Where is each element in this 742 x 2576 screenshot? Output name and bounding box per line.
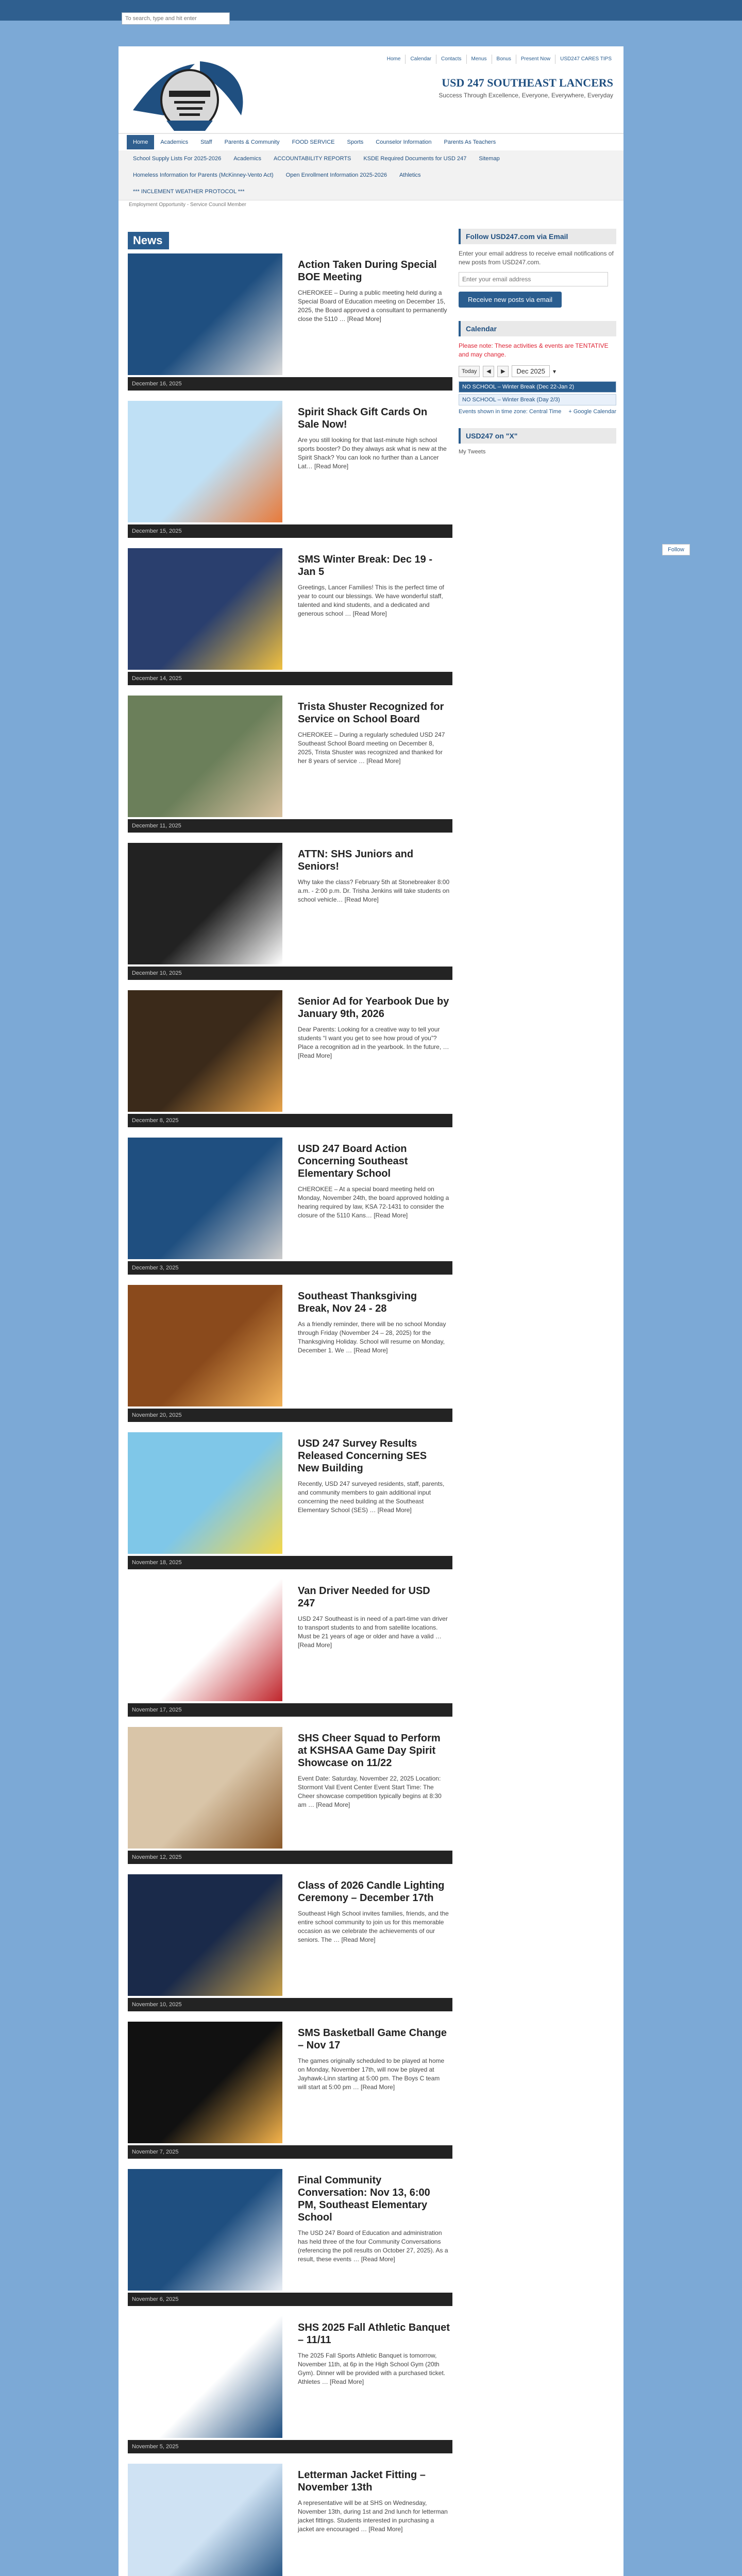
post-title[interactable]: SMS Basketball Game Change – Nov 17 <box>298 2027 447 2051</box>
sub-nav-row-3 <box>119 183 623 200</box>
subscribe-button[interactable]: Receive new posts via email <box>459 292 562 308</box>
post-thumbnail[interactable] <box>128 696 282 817</box>
post-thumbnail[interactable] <box>128 1285 282 1406</box>
post-thumbnail[interactable] <box>128 990 282 1112</box>
post-item <box>128 2464 452 2576</box>
post-date: December 8, 2025 <box>128 1114 452 1127</box>
news-content <box>128 232 452 2533</box>
nav-accountability[interactable]: ACCOUNTABILITY REPORTS <box>274 156 351 162</box>
post-item <box>128 1138 452 1278</box>
post-date: November 6, 2025 <box>128 2293 452 2306</box>
post-title[interactable]: Final Community Conversation: Nov 13, 6:00 PM, Southeast Elementary School <box>298 2175 430 2223</box>
post-excerpt: CHEROKEE – During a public meeting held during a Special Board of Education meeting on December 15, 2025, the Board approved a consultant to permanently close the 5110 … [Read More] <box>298 289 447 323</box>
post-excerpt: The 2025 Fall Sports Athletic Banquet is tomorrow, November 11th, at 6p in the High School Gym (20th Gym). Dinner will be provided with a purchased ticket. Athletes … [Read More] <box>298 2352 446 2385</box>
post-excerpt: A representative will be at SHS on Wednesday, November 13th, during 1st and 2nd lunch for letterman jacket fittings. Students interested in purchasing a jacket are encouraged … [Read More] <box>298 2499 448 2533</box>
post-date: November 10, 2025 <box>128 1998 452 2011</box>
social-widget <box>459 428 616 455</box>
post-excerpt: Recently, USD 247 surveyed residents, staff, parents, and community members to gain additional input concerning the need building at the Southeast Elementary School (SES) … [Read More] <box>298 1480 445 1514</box>
nav-parents-community[interactable]: Parents & Community <box>224 139 280 145</box>
post-excerpt: Greetings, Lancer Families! This is the perfect time of year to count our blessings. We have wonderful staff, talented and kind students, and a dedicated and generous school … [Read More] <box>298 584 444 617</box>
post-thumbnail[interactable] <box>128 1580 282 1701</box>
post-item <box>128 2169 452 2309</box>
post-title[interactable]: SMS Winter Break: Dec 19 - Jan 5 <box>298 554 433 578</box>
post-item <box>128 696 452 836</box>
post-title[interactable]: SHS 2025 Fall Athletic Banquet – 11/11 <box>298 2322 450 2346</box>
main-navigation <box>119 133 623 200</box>
email-follow-widget <box>459 229 616 308</box>
site-tagline: Success Through Excellence, Everyone, Everywhere, Everyday <box>439 92 613 99</box>
sub-nav-row-2 <box>119 167 623 183</box>
follow-widget-title: Follow USD247.com via Email <box>459 229 616 244</box>
post-title[interactable]: SHS Cheer Squad to Perform at KSHSAA Game Day Spirit Showcase on 11/22 <box>298 1733 441 1769</box>
post-excerpt: Event Date: Saturday, November 22, 2025 Location: Stormont Vail Event Center Event Start Time: The Cheer showcase competition typically begins at 8:30 am … [Read More] <box>298 1775 442 1808</box>
nav-ksde-docs[interactable]: KSDE Required Documents for USD 247 <box>363 156 467 162</box>
post-excerpt: Dear Parents: Looking for a creative way to tell your students “I want you get to see how proud of you”? Place a recognition ad in the yearbook. In the future, … [Read More] <box>298 1026 449 1059</box>
post-excerpt: USD 247 Southeast is in need of a part-time van driver to transport students to and from satellite locations. Must be 21 years of age or older and have a valid … [Read More] <box>298 1615 448 1649</box>
email-field[interactable] <box>459 272 608 286</box>
search-input[interactable] <box>122 12 230 25</box>
post-title[interactable]: USD 247 Board Action Concerning Southeast Elementary School <box>298 1143 408 1179</box>
calendar-timezone: Events shown in time zone: Central Time <box>459 409 562 415</box>
utility-link-present[interactable]: Present Now <box>516 55 555 64</box>
social-widget-title: USD247 on "X" <box>459 428 616 444</box>
lancer-knight-logo[interactable] <box>128 59 251 131</box>
site-title[interactable]: USD 247 SOUTHEAST LANCERS <box>442 76 613 89</box>
post-excerpt: CHEROKEE – At a special board meeting held on Monday, November 24th, the board approved holding a hearing required by law, KSA 72-1431 to consider the closure of the 5110 Kans… [Read More] <box>298 1185 449 1219</box>
google-calendar-link[interactable]: + Google Calendar <box>568 409 616 415</box>
post-date: December 3, 2025 <box>128 1261 452 1275</box>
post-excerpt: As a friendly reminder, there will be no school Monday through Friday (November 24 – 28, 2025) for the Thanksgiving Holiday. School will resume on Monday, December 1. We … [Read More] <box>298 1320 446 1354</box>
main-nav-row <box>119 134 623 150</box>
post-date: December 10, 2025 <box>128 967 452 980</box>
post-excerpt: CHEROKEE – During a regularly scheduled USD 247 Southeast School Board meeting on December 8, 2025, Trista Shuster was recognized and thanked for her 8 years of service … [Read More] <box>298 731 445 765</box>
post-date: November 12, 2025 <box>128 1851 452 1864</box>
utility-link-home[interactable]: Home <box>382 55 406 64</box>
nav-homeless-info[interactable]: Homeless Information for Parents (McKinney-Vento Act) <box>133 172 274 178</box>
post-item <box>128 1432 452 1572</box>
post-item <box>128 401 452 541</box>
post-item <box>128 1285 452 1425</box>
follow-widget-text: Enter your email address to receive email notifications of new posts from USD247.com. <box>459 250 614 266</box>
news-header: News <box>128 232 169 249</box>
post-title[interactable]: Senior Ad for Yearbook Due by January 9th, 2026 <box>298 996 449 1020</box>
post-title[interactable]: Southeast Thanksgiving Break, Nov 24 - 28 <box>298 1291 417 1314</box>
post-date: December 15, 2025 <box>128 524 452 538</box>
utility-link-cares[interactable]: USD247 CARES TIPS <box>560 56 612 62</box>
post-excerpt: Why take the class? February 5th at Stonebreaker 8:00 a.m. - 2:00 p.m. Dr. Trisha Jenkins will take students on school vehicle… [Read More] <box>298 878 450 903</box>
utility-link-calendar[interactable]: Calendar <box>406 55 436 64</box>
calendar-widget-title: Calendar <box>459 321 616 336</box>
follow-tab[interactable]: Follow <box>662 544 690 555</box>
post-date: November 18, 2025 <box>128 1556 452 1569</box>
nav-open-enrollment[interactable]: Open Enrollment Information 2025-2026 <box>285 172 387 178</box>
post-title[interactable]: Trista Shuster Recognized for Service on School Board <box>298 701 444 725</box>
post-thumbnail[interactable] <box>128 2464 282 2576</box>
nav-inclement-weather[interactable]: *** INCLEMENT WEATHER PROTOCOL *** <box>133 189 245 195</box>
post-item <box>128 990 452 1130</box>
calendar-event[interactable]: NO SCHOOL – Winter Break (Day 2/3) <box>459 394 616 405</box>
post-thumbnail[interactable] <box>128 401 282 522</box>
tweets-link[interactable]: My Tweets <box>459 449 486 455</box>
utility-link-bonus[interactable]: Bonus <box>492 55 516 64</box>
chevron-left-icon[interactable]: ◀ <box>483 366 494 377</box>
post-thumbnail[interactable] <box>128 2316 282 2438</box>
post-thumbnail[interactable] <box>128 2022 282 2143</box>
post-thumbnail[interactable] <box>128 1727 282 1849</box>
nav-athletics[interactable]: Athletics <box>399 172 421 178</box>
post-thumbnail[interactable] <box>128 1432 282 1554</box>
chevron-right-icon[interactable]: ▶ <box>497 366 509 377</box>
breadcrumb[interactable]: Employment Opportunity - Service Council Member <box>129 202 246 208</box>
nav-academics-2[interactable]: Academics <box>233 156 262 162</box>
post-title[interactable]: Letterman Jacket Fitting – November 13th <box>298 2469 426 2493</box>
post-item <box>128 2316 452 2456</box>
post-date: December 14, 2025 <box>128 672 452 685</box>
calendar-note: Please note: These activities & events are TENTATIVE and may change. <box>459 342 609 358</box>
calendar-toolbar <box>459 365 616 377</box>
post-thumbnail[interactable] <box>128 843 282 964</box>
utility-link-menus[interactable]: Menus <box>467 55 492 64</box>
post-date: November 5, 2025 <box>128 2440 452 2453</box>
calendar-footer <box>459 409 616 415</box>
post-thumbnail[interactable] <box>128 1138 282 1259</box>
post-thumbnail[interactable] <box>128 2169 282 2291</box>
post-thumbnail[interactable] <box>128 548 282 670</box>
nav-staff[interactable]: Staff <box>200 139 212 145</box>
nav-home[interactable]: Home <box>127 135 154 149</box>
site-title-block <box>439 76 613 99</box>
utility-nav <box>382 55 616 64</box>
post-date: December 11, 2025 <box>128 819 452 833</box>
post-title[interactable]: USD 247 Survey Results Released Concerning SES New Building <box>298 1438 427 1474</box>
nav-food-service[interactable]: FOOD SERVICE <box>292 139 335 145</box>
post-excerpt: Southeast High School invites families, friends, and the entire school community to join us for this memorable occasion as we celebrate the achievements of our seniors. The … [Read More] <box>298 1910 449 1943</box>
post-item <box>128 1727 452 1867</box>
post-item <box>128 843 452 983</box>
post-date: November 17, 2025 <box>128 1703 452 1717</box>
nav-supply-lists[interactable]: School Supply Lists For 2025-2026 <box>133 156 222 162</box>
post-thumbnail[interactable] <box>128 1874 282 1996</box>
post-excerpt: The USD 247 Board of Education and administration has held three of the four Community Conversations (referencing the poll results on October 27, 2025). As a result, these events … [Read More] <box>298 2229 448 2263</box>
post-excerpt: The games originally scheduled to be played at home on Monday, November 17th, will now be played at Jayhawk-Linn starting at 5:00 pm. The Boys C team will start at 5:00 pm … [Read More] <box>298 2057 445 2091</box>
top-strip <box>0 0 742 21</box>
post-item <box>128 1874 452 2014</box>
nav-sitemap[interactable]: Sitemap <box>479 156 500 162</box>
nav-parents-as-teachers[interactable]: Parents As Teachers <box>444 139 496 145</box>
nav-sports[interactable]: Sports <box>347 139 364 145</box>
sidebar <box>459 229 616 468</box>
nav-counselor[interactable]: Counselor Information <box>376 139 432 145</box>
post-date: November 20, 2025 <box>128 1409 452 1422</box>
post-excerpt: Are you still looking for that last-minute high school sports booster? Do they always ask what is new at the Spirit Shack? You can look no further than a Lancer Lat… [Read More] <box>298 436 447 470</box>
post-date: December 16, 2025 <box>128 377 452 391</box>
utility-link-contacts[interactable]: Contacts <box>436 55 466 64</box>
post-title[interactable]: Van Driver Needed for USD 247 <box>298 1585 430 1609</box>
calendar-widget <box>459 321 616 415</box>
post-date: November 7, 2025 <box>128 2145 452 2159</box>
post-item <box>128 1580 452 1720</box>
post-thumbnail[interactable] <box>128 253 282 375</box>
today-button[interactable]: Today <box>459 366 480 377</box>
sub-nav-row <box>119 150 623 167</box>
post-title[interactable]: Action Taken During Special BOE Meeting <box>298 259 437 283</box>
calendar-event[interactable]: NO SCHOOL – Winter Break (Dec 22-Jan 2) <box>459 381 616 393</box>
post-title[interactable]: Spirit Shack Gift Cards On Sale Now! <box>298 406 428 430</box>
page-container <box>119 46 623 2576</box>
nav-academics[interactable]: Academics <box>160 139 189 145</box>
calendar-month[interactable]: Dec 2025 <box>512 365 550 377</box>
post-title[interactable]: ATTN: SHS Juniors and Seniors! <box>298 849 414 872</box>
post-item <box>128 548 452 688</box>
post-title[interactable]: Class of 2026 Candle Lighting Ceremony – December 17th <box>298 1880 445 1904</box>
post-item <box>128 2022 452 2162</box>
chevron-down-icon[interactable]: ▾ <box>553 367 556 375</box>
post-item <box>128 253 452 394</box>
